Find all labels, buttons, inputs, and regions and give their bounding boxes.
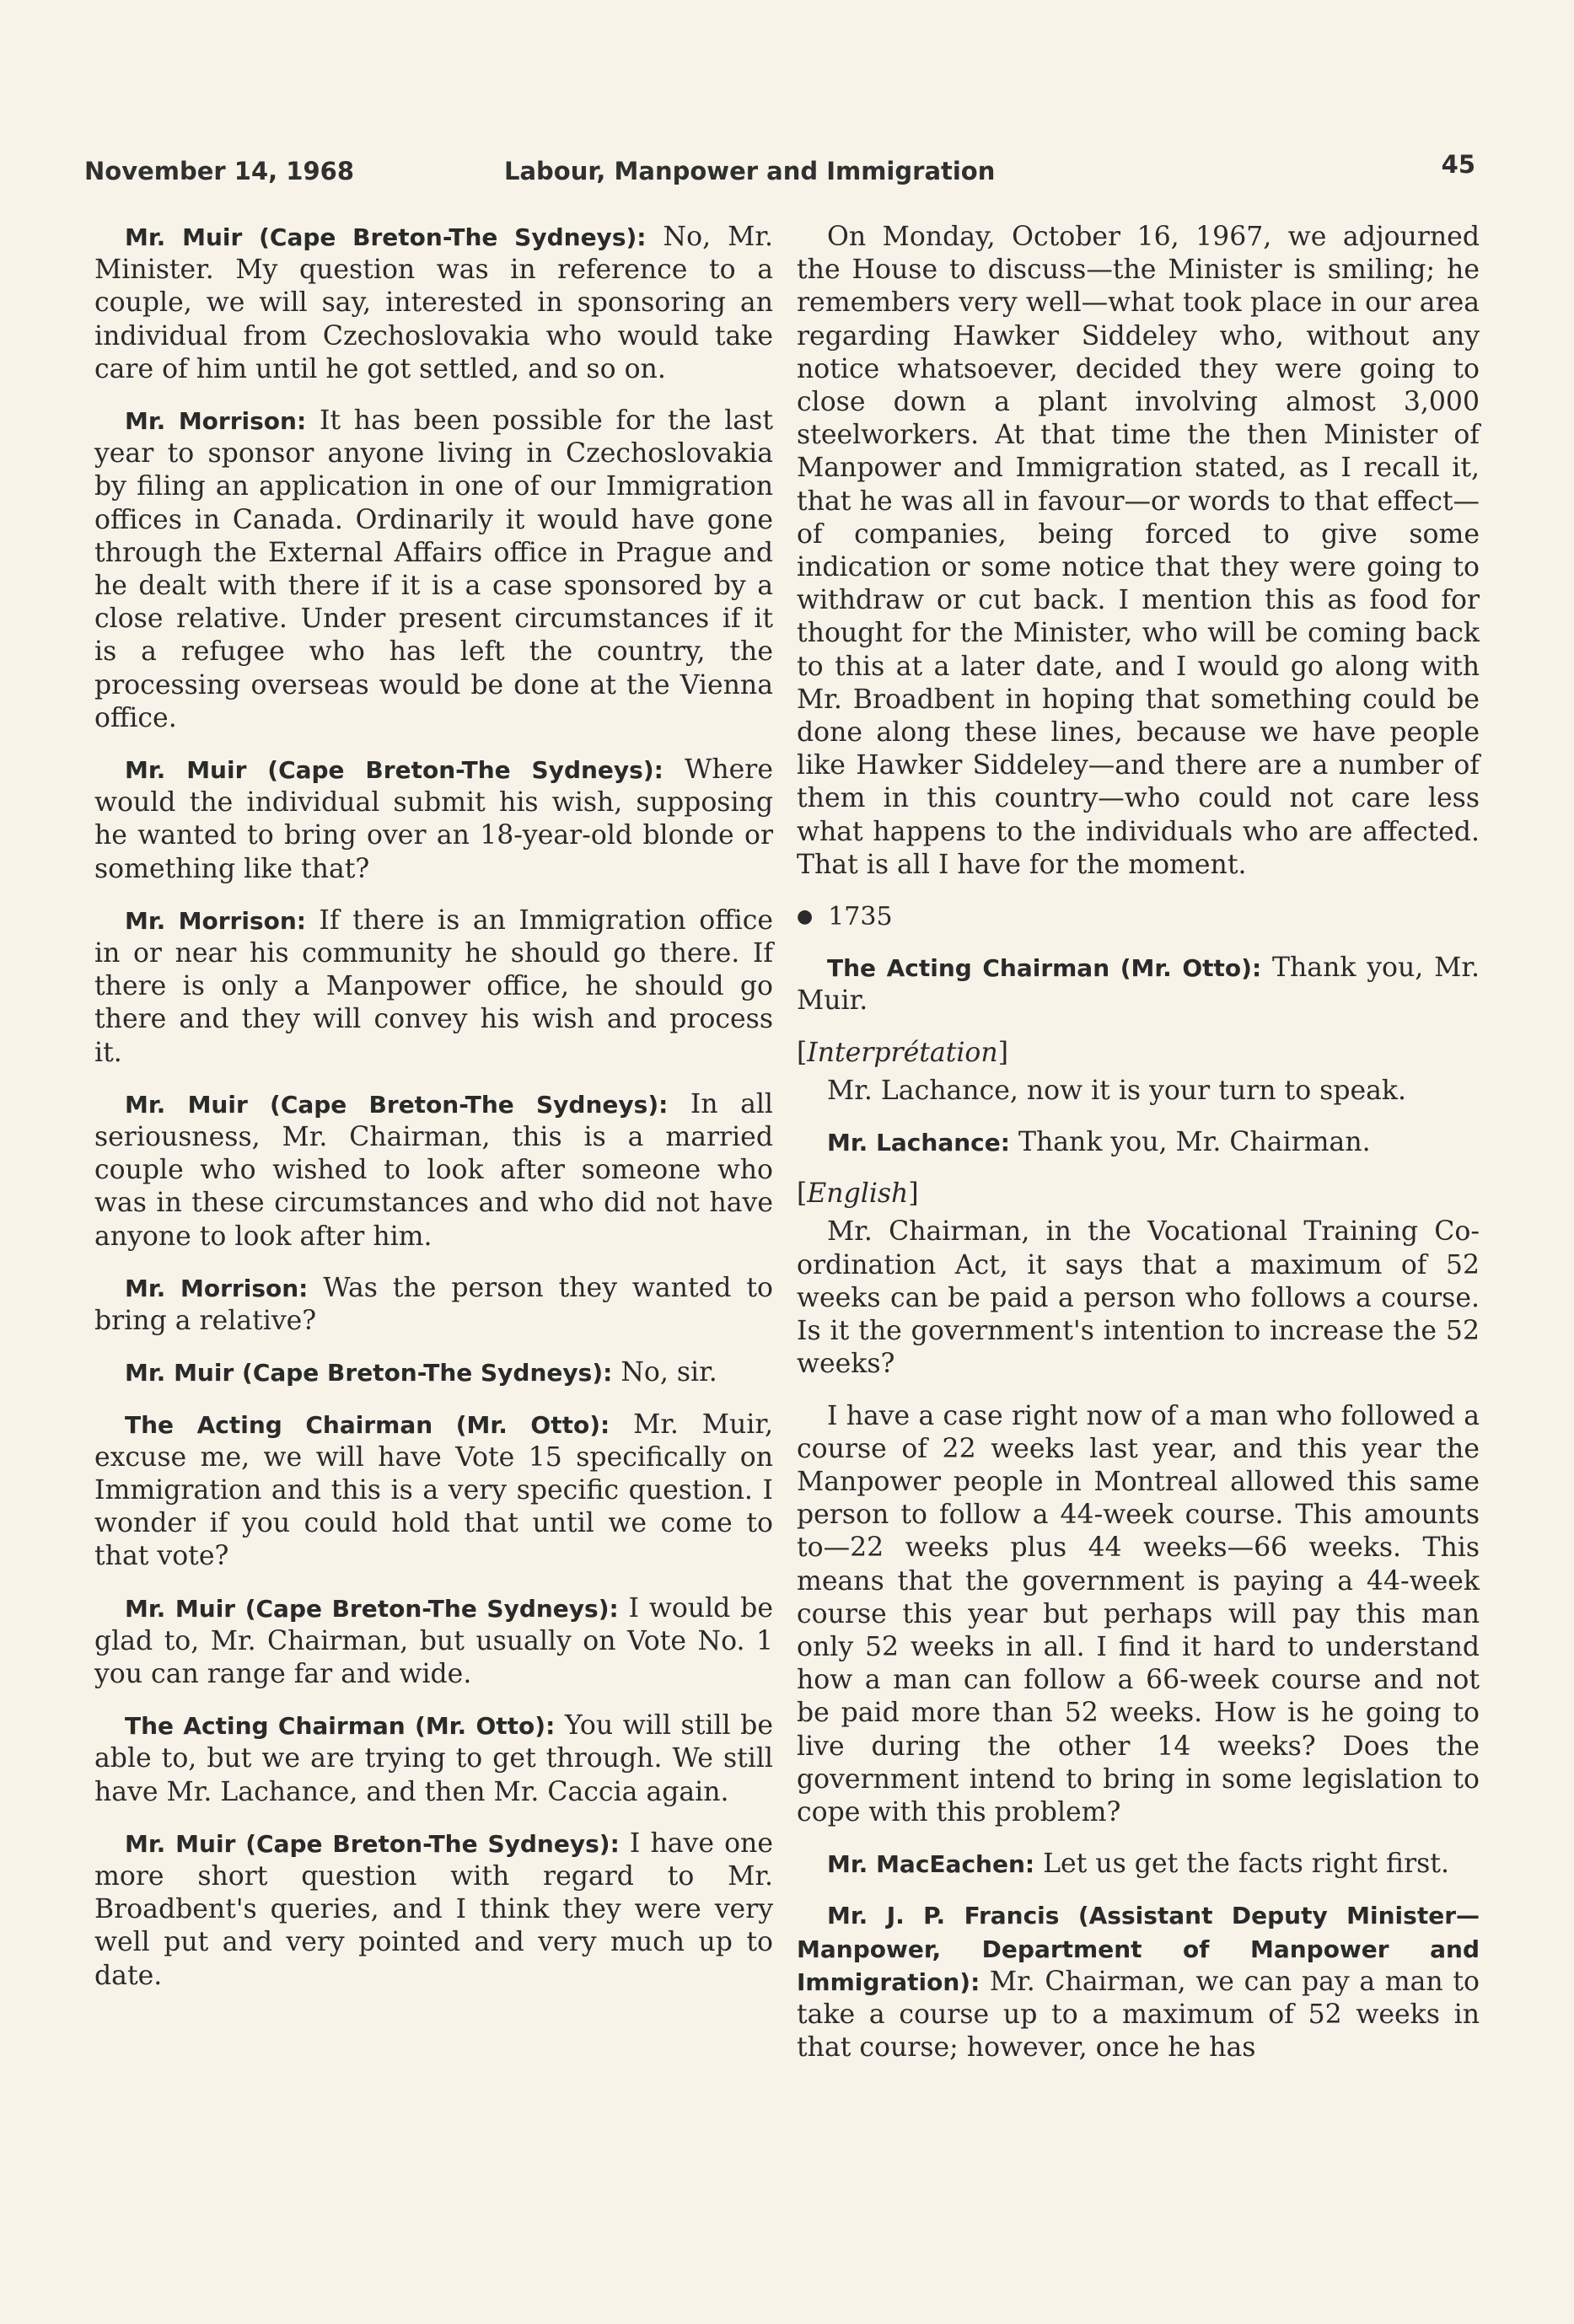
speaker-name: Mr. Morrison: bbox=[125, 407, 307, 436]
speaker-name: Mr. Muir (Cape Breton-The Sydneys): bbox=[125, 1829, 620, 1858]
speaker-name: Mr. MacEachen: bbox=[827, 1850, 1035, 1879]
language-note-text: Interprétation bbox=[807, 1037, 998, 1068]
paragraph bbox=[94, 1272, 773, 1338]
right-column bbox=[797, 221, 1480, 2083]
speaker-name: Mr. Morrison: bbox=[125, 1274, 309, 1302]
paragraph-text: Mr. Muir, excuse me, we will have Vote 15 specifically on Immigration and this is a very specific question. I wonder if you could hold that until we come to that vote? bbox=[94, 1409, 773, 1572]
paragraph bbox=[797, 1899, 1480, 2064]
bullet-icon: ● bbox=[797, 906, 814, 928]
paragraph-text: Mr. Chairman, we can pay a man to take a course up to a maximum of 52 weeks in that course; however, once he has bbox=[797, 1966, 1480, 2064]
paragraph: On Monday, October 16, 1967, we adjourned the House to discuss—the Minister is smiling; he remembers very well—what took place in our area regarding Hawker Siddeley who, without any notice whatsoever, decided they were going to close down a plant involving almost 3,000 steelworkers. At that time the then Minister of Manpower and Immigration stated, as I recall it, that he was all in favour—or words to that effect—of companies, being forced to give some indication or some notice that they were going to withdraw or cut back. I mention this as food for thought for the Minister, who will be coming back to this at a later date, and I would go along with Mr. Broadbent in hoping that something could be done along these lines, because we have people like Hawker Siddeley—and there are a number of them in this country—who could not care less what happens to the individuals who are affected. That is all I have for the moment. bbox=[797, 222, 1480, 880]
paragraph bbox=[94, 1828, 773, 1993]
speaker-name: Mr. Muir (Cape Breton-The Sydneys): bbox=[125, 1090, 669, 1119]
speaker-name: The Acting Chairman (Mr. Otto): bbox=[827, 954, 1262, 983]
paragraph bbox=[94, 1592, 773, 1692]
paragraph-text: Let us get the facts right first. bbox=[1034, 1849, 1449, 1880]
paragraph bbox=[94, 1356, 773, 1389]
paragraph-text: No, Mr. Minister. My question was in reference to a couple, we will say, interested in sponsoring an individual from Czechoslovakia who would take care of him until he got settled, and so on. bbox=[94, 222, 773, 384]
paragraph-text: Was the person they wanted to bring a relative? bbox=[94, 1272, 774, 1337]
paragraph bbox=[94, 754, 773, 886]
speaker-name: Mr. Lachance: bbox=[827, 1129, 1010, 1157]
paragraph bbox=[94, 904, 773, 1070]
time-marker bbox=[797, 900, 1480, 933]
paragraph bbox=[94, 1088, 773, 1253]
header-date: November 14, 1968 bbox=[84, 157, 354, 185]
speaker-name: The Acting Chairman (Mr. Otto): bbox=[125, 1712, 556, 1741]
page-number: 45 bbox=[1441, 150, 1475, 179]
language-note: [English] bbox=[797, 1178, 919, 1210]
paragraph: Mr. Chairman, in the Vocational Training Co-ordination Act, it says that a maximum of 52 weeks can be paid a person who follows a course. Is it the government's intention to increase the 52 weeks? bbox=[797, 1216, 1480, 1380]
language-note-text: English bbox=[807, 1178, 909, 1210]
paragraph: Mr. Lachance, now it is your turn to speak. bbox=[827, 1075, 1407, 1106]
speaker-name: The Acting Chairman (Mr. Otto): bbox=[125, 1410, 610, 1439]
paragraph-text: Thank you, Mr. Chairman. bbox=[1009, 1127, 1371, 1158]
paragraph bbox=[94, 1709, 773, 1809]
paragraph-text: In all seriousness, Mr. Chairman, this is a married couple who wished to look after someone who was in these circumstances and who did not have anyone to look after him. bbox=[94, 1088, 773, 1252]
speaker-name: Mr. J. P. Francis (Assistant Deputy Minister—Manpower, Department of Manpower and Immigration): bbox=[797, 1902, 1480, 1996]
time-marker-text: 1735 bbox=[828, 902, 893, 932]
paragraph bbox=[94, 1409, 773, 1574]
paragraph: I have a case right now of a man who followed a course of 22 weeks last year, and this year the Manpower people in Montreal allowed this same person to follow a 44-week course. This amounts to—22 weeks plus 44 weeks—66 weeks. This means that the government is paying a 44-week course this year but perhaps will pay this man only 52 weeks in all. I find it hard to understand how a man can follow a 66-week course and not be paid more than 52 weeks. How is he going to live during the other 14 weeks? Does the government intend to bring in some legislation to cope with this problem? bbox=[797, 1400, 1480, 1828]
paragraph bbox=[797, 952, 1480, 1017]
paragraph-text: You will still be able to, but we are trying to get through. We still have Mr. Lachance, and then Mr. Caccia again. bbox=[94, 1710, 773, 1807]
speaker-name: Mr. Muir (Cape Breton-The Sydneys): bbox=[125, 223, 647, 251]
speaker-name: Mr. Muir (Cape Breton-The Sydneys): bbox=[125, 1594, 619, 1623]
language-note: [Interprétation] bbox=[797, 1037, 1008, 1068]
paragraph-text: I would be glad to, Mr. Chairman, but usually on Vote No. 1 you can range far and wide. bbox=[94, 1592, 773, 1689]
paragraph-text: Where would the individual submit his wish, supposing he wanted to bring over an 18-year-old blonde or something like that? bbox=[94, 754, 773, 884]
speaker-name: Mr. Muir (Cape Breton-The Sydneys): bbox=[125, 756, 663, 785]
speaker-name: Mr. Morrison: bbox=[125, 906, 306, 935]
paragraph-text: No, sir. bbox=[612, 1357, 717, 1388]
paragraph bbox=[797, 1126, 1480, 1159]
paragraph-text: I have one more short question with regard to Mr. Broadbent's queries, and I think they were very well put and very pointed and very much up to date. bbox=[94, 1828, 773, 1991]
paragraph-text: Thank you, Mr. Muir. bbox=[797, 953, 1480, 1017]
speaker-name: Mr. Muir (Cape Breton-The Sydneys): bbox=[125, 1359, 613, 1387]
left-column bbox=[94, 221, 773, 2011]
paragraph bbox=[94, 221, 773, 386]
page-header bbox=[84, 150, 1475, 191]
paragraph-text: It has been possible for the last year to sponsor anyone living in Czechoslovakia by filing an application in one of our Immigration offices in Canada. Ordinarily it would have gone through the External Affairs office in Prague and he dealt with there if it is a case sponsored by a close relative. Under present circumstances if it is a refugee who has left the country, the processing overseas would be done at the Vienna office. bbox=[94, 405, 773, 733]
paragraph bbox=[94, 405, 773, 735]
paragraph bbox=[797, 1848, 1480, 1881]
paragraph-text: If there is an Immigration office in or near his community he should go there. If there is only a Manpower office, he should go there and they will convey his wish and process it. bbox=[94, 904, 773, 1068]
header-title: Labour, Manpower and Immigration bbox=[504, 157, 996, 185]
